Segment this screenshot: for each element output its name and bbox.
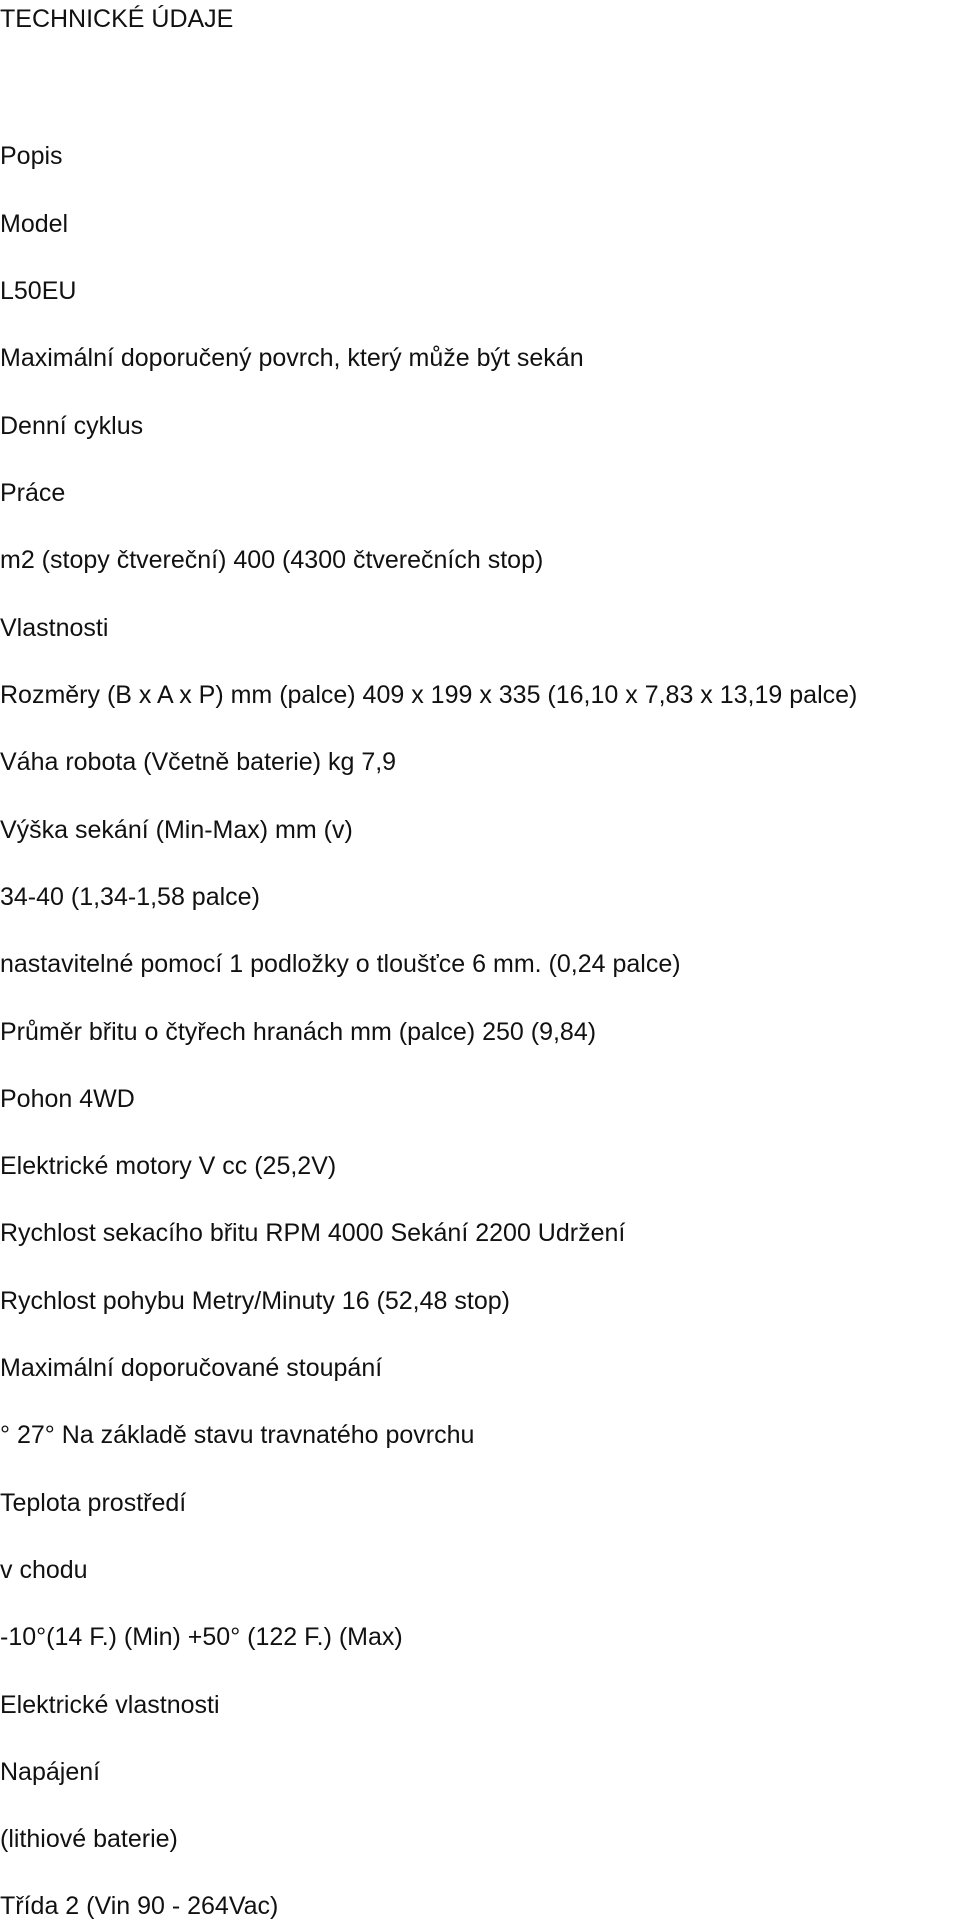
spec-line-ambient-temperature: Teplota prostředí <box>0 1489 187 1517</box>
spec-line-max-slope: Maximální doporučované stoupání <box>0 1354 383 1382</box>
spec-line-dimensions: Rozměry (B x A x P) mm (palce) 409 x 199 x 335 (16,10 x 7,83 x 13,19 palce) <box>0 681 858 709</box>
spec-line-model-label: Model <box>0 210 69 238</box>
section-heading-electrical: Elektrické vlastnosti <box>0 1691 220 1719</box>
section-heading-vlastnosti: Vlastnosti <box>0 614 109 642</box>
document-title: TECHNICKÉ ÚDAJE <box>0 5 234 33</box>
spec-line-drive: Pohon 4WD <box>0 1085 135 1113</box>
spec-line-blade-diameter: Průměr břitu o čtyřech hranách mm (palce) 250 (9,84) <box>0 1018 597 1046</box>
spec-line-travel-speed: Rychlost pohybu Metry/Minuty 16 (52,48 stop) <box>0 1287 510 1315</box>
spec-line-area: m2 (stopy čtvereční) 400 (4300 čtverečních stop) <box>0 546 544 574</box>
spec-line-temperature-range: -10°(14 F.) (Min) +50° (122 F.) (Max) <box>0 1623 403 1651</box>
spec-line-daily-cycle: Denní cyklus <box>0 412 144 440</box>
spec-line-max-surface: Maximální doporučený povrch, který může být sekán <box>0 344 584 372</box>
spec-line-electric-motors: Elektrické motory V cc (25,2V) <box>0 1152 337 1180</box>
spec-line-power-supply: Napájení <box>0 1758 101 1786</box>
spec-line-work: Práce <box>0 479 66 507</box>
spec-line-in-operation: v chodu <box>0 1556 88 1584</box>
spec-line-cutting-height: Výška sekání (Min-Max) mm (v) <box>0 816 353 844</box>
spec-line-slope-value: ° 27° Na základě stavu travnatého povrchu <box>0 1421 475 1449</box>
spec-line-class: Třída 2 (Vin 90 - 264Vac) <box>0 1892 279 1920</box>
section-heading-popis: Popis <box>0 142 63 170</box>
spec-line-battery-type: (lithiové baterie) <box>0 1825 178 1853</box>
spec-line-adjustment: nastavitelné pomocí 1 podložky o tloušťce 6 mm. (0,24 palce) <box>0 950 681 978</box>
spec-line-model-value: L50EU <box>0 277 77 305</box>
spec-line-blade-speed: Rychlost sekacího břitu RPM 4000 Sekání 2200 Udržení <box>0 1219 626 1247</box>
spec-line-cutting-height-value: 34-40 (1,34-1,58 palce) <box>0 883 260 911</box>
spec-line-robot-weight: Váha robota (Včetně baterie) kg 7,9 <box>0 748 397 776</box>
